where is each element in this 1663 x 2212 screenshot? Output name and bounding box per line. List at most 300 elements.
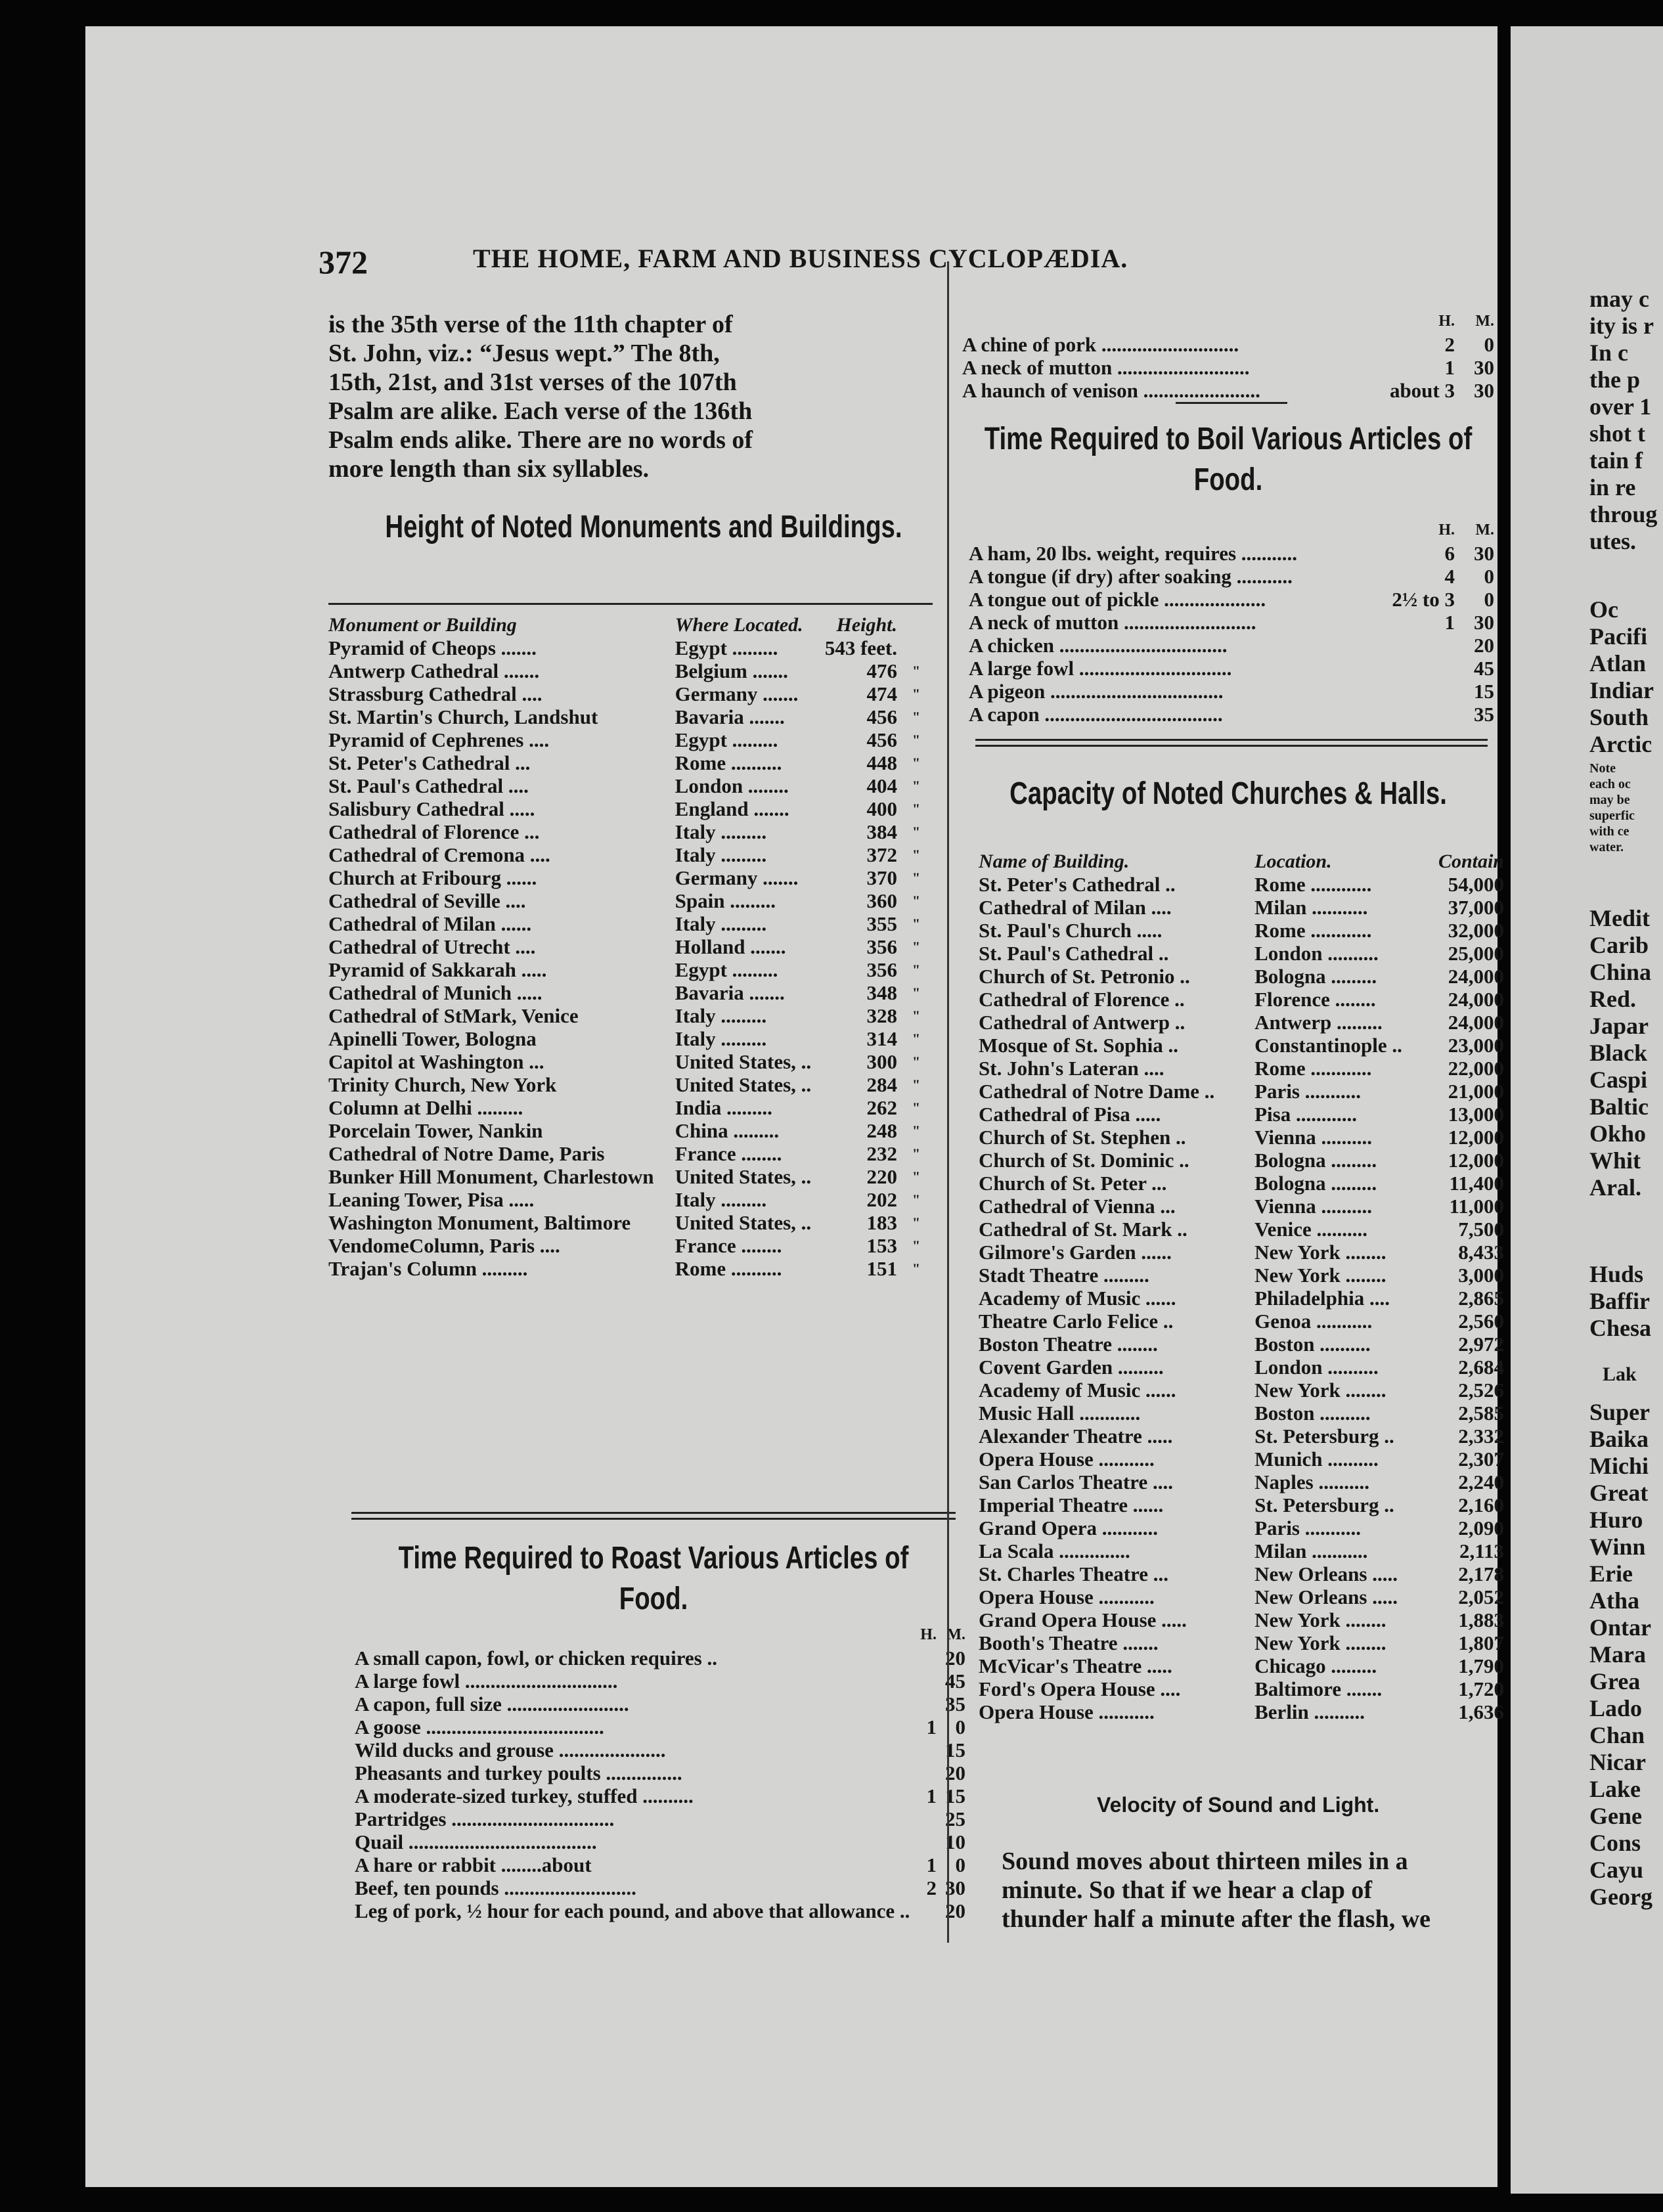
minutes-value: 20 (945, 1899, 965, 1922)
building-location: Vienna .......... (1254, 1195, 1372, 1218)
table-row (962, 333, 1494, 356)
building-name: St. Paul's Cathedral .. (979, 942, 1169, 965)
hours-value (910, 1647, 937, 1670)
table-row (979, 1034, 1504, 1057)
table-row (328, 751, 926, 774)
monument-name: VendomeColumn, Paris .... (328, 1234, 560, 1257)
velocity-line: thunder half a minute after the flash, we (1002, 1905, 1431, 1933)
building-capacity: 32,000 (1448, 919, 1504, 942)
monument-height: 372 (866, 843, 897, 866)
building-capacity: 3,000 (1458, 1264, 1504, 1287)
ditto-mark: " (912, 847, 921, 863)
lake-fragment: Cons (1589, 1830, 1641, 1856)
seas-list (1589, 905, 1651, 1201)
monument-height: 153 (866, 1234, 897, 1257)
monument-location: China ......... (675, 1119, 780, 1142)
building-name: McVicar's Theatre ..... (979, 1654, 1172, 1677)
minutes-value: 30 (1474, 542, 1494, 565)
table-row (328, 889, 926, 912)
building-name: St. Paul's Church ..... (979, 919, 1163, 942)
lake-fragment: Erie (1589, 1560, 1633, 1587)
fragment-line: in re (1589, 474, 1636, 500)
building-location: St. Petersburg .. (1254, 1493, 1394, 1516)
ditto-mark: " (912, 801, 921, 817)
building-location: Paris ........... (1254, 1516, 1361, 1539)
building-capacity: 2,585 (1458, 1402, 1504, 1425)
monument-height: 384 (866, 820, 897, 843)
building-name: Grand Opera ........... (979, 1516, 1158, 1539)
next-page-fragment (1511, 26, 1663, 2194)
intro-line: is the 35th verse of the 11th chapter of (328, 311, 733, 338)
minutes-value: 30 (1474, 356, 1494, 379)
hours-value: 1 (926, 1853, 937, 1876)
table-row (328, 1050, 926, 1073)
table-row (355, 1899, 965, 1922)
boil-item: A chicken ................................. (969, 634, 1228, 657)
monument-name: Pyramid of Cheops ....... (328, 636, 537, 659)
intro-line: 15th, 21st, and 31st verses of the 107th (328, 368, 737, 396)
sea-fragment: Caspi (1589, 1067, 1648, 1093)
divider (328, 603, 933, 605)
building-capacity: 23,000 (1448, 1034, 1504, 1057)
building-capacity: 2,160 (1458, 1493, 1504, 1516)
table-row (328, 1188, 926, 1211)
building-location: Naples .......... (1254, 1471, 1369, 1493)
building-capacity: 11,000 (1449, 1195, 1504, 1218)
table-row (328, 820, 926, 843)
lake-fragment: Chan (1589, 1722, 1645, 1748)
monument-name: Strassburg Cathedral .... (328, 682, 543, 705)
building-location: Rome ............ (1254, 1057, 1372, 1080)
ditto-mark: " (912, 686, 921, 702)
table-row (328, 843, 926, 866)
monument-location: Egypt ......... (675, 958, 778, 981)
hours-value (910, 1738, 937, 1761)
lake-fragment: Ontar (1589, 1614, 1651, 1641)
building-capacity: 13,000 (1448, 1103, 1504, 1126)
monument-name: Church at Fribourg ...... (328, 866, 537, 889)
ditto-mark: " (912, 1122, 921, 1139)
velocity-line: Sound moves about thirteen miles in a (1002, 1847, 1408, 1875)
column-header: Height. (836, 614, 897, 636)
hours-value (1392, 634, 1455, 657)
building-name: Gilmore's Garden ...... (979, 1241, 1172, 1264)
building-location: New Orleans ..... (1254, 1562, 1398, 1585)
monument-height: 476 (866, 659, 897, 682)
sea-fragment: Medit (1589, 905, 1650, 931)
minutes-header: M. (946, 1626, 965, 1643)
building-name: Cathedral of Vienna ... (979, 1195, 1176, 1218)
building-name: Ford's Opera House .... (979, 1677, 1181, 1700)
table-row (979, 1287, 1504, 1310)
building-capacity: 24,000 (1448, 965, 1504, 988)
monument-name: Column at Delhi ......... (328, 1096, 523, 1119)
building-name: Alexander Theatre ..... (979, 1425, 1173, 1448)
table-row (355, 1784, 965, 1807)
monument-location: Bavaria ....... (675, 981, 785, 1004)
building-name: Church of St. Petronio .. (979, 965, 1190, 988)
building-location: Milan ........... (1254, 1539, 1368, 1562)
monument-height: 183 (866, 1211, 897, 1234)
lakes-list (1589, 1399, 1652, 1911)
building-capacity: 22,000 (1448, 1057, 1504, 1080)
building-name: Theatre Carlo Felice .. (979, 1310, 1174, 1333)
table-row (328, 659, 926, 682)
dish-item: A chine of pork ........................... (962, 333, 1239, 356)
monument-height: 360 (866, 889, 897, 912)
ditto-mark (897, 636, 926, 659)
table-row (979, 1126, 1504, 1149)
table-row (969, 611, 1494, 634)
monument-location: United States, .. (675, 1211, 812, 1234)
table-row (328, 1165, 926, 1188)
lake-fragment: Winn (1589, 1534, 1646, 1560)
table-row (355, 1761, 965, 1784)
monument-location: Rome .......... (675, 751, 782, 774)
note-line: with ce (1589, 824, 1630, 839)
sea-fragment: Okho (1589, 1120, 1647, 1147)
ocean-fragment: Arctic (1589, 731, 1652, 757)
minutes-value: 30 (945, 1876, 965, 1899)
monument-name: Antwerp Cathedral ....... (328, 659, 540, 682)
boil-item: A pigeon .................................. (969, 680, 1224, 703)
roast-item: Wild ducks and grouse ..................... (355, 1738, 666, 1761)
monument-location: Holland ....... (675, 935, 786, 958)
hours-header: H. (1438, 313, 1455, 330)
table-row (979, 1471, 1504, 1493)
monument-name: Cathedral of Cremona .... (328, 843, 550, 866)
churches-title: Capacity of Noted Churches & Halls. (1009, 776, 1447, 811)
building-name: Academy of Music ...... (979, 1287, 1176, 1310)
fragment-line: tain f (1589, 447, 1643, 474)
monument-location: Italy ......... (675, 1004, 767, 1027)
monument-height: 370 (866, 866, 897, 889)
building-capacity: 2,113 (1459, 1539, 1504, 1562)
building-capacity: 2,332 (1458, 1425, 1504, 1448)
building-location: Munich .......... (1254, 1448, 1379, 1471)
minutes-value: 0 (955, 1715, 965, 1738)
monument-location: Germany ....... (675, 866, 799, 889)
table-row (355, 1670, 965, 1692)
hours-value: 1 (1444, 356, 1455, 379)
table-row (969, 680, 1494, 703)
hours-value: 1 (1444, 611, 1455, 634)
boil-item: A tongue out of pickle .................... (969, 588, 1266, 611)
table-row (979, 1677, 1504, 1700)
monument-height: 328 (866, 1004, 897, 1027)
building-name: Cathedral of Pisa ..... (979, 1103, 1161, 1126)
ditto-mark: " (912, 1191, 921, 1208)
lake-fragment: Baika (1589, 1426, 1649, 1452)
minutes-value: 0 (1484, 333, 1494, 356)
table-row (979, 1310, 1504, 1333)
ditto-mark: " (912, 1237, 921, 1254)
roast-item: A capon, full size ........................ (355, 1692, 629, 1715)
table-row (979, 1379, 1504, 1402)
building-name: St. John's Lateran .... (979, 1057, 1164, 1080)
building-location: Boston .......... (1254, 1402, 1371, 1425)
note-line: may be (1589, 793, 1630, 807)
monument-location: United States, .. (675, 1050, 812, 1073)
table-header-row (979, 851, 1504, 873)
building-location: Chicago ......... (1254, 1654, 1377, 1677)
table-row (969, 634, 1494, 657)
building-location: New York ........ (1254, 1631, 1386, 1654)
roast-item: Beef, ten pounds .......................... (355, 1876, 636, 1899)
boil-item: A capon ................................... (969, 703, 1223, 726)
roast-table (355, 1624, 965, 1922)
building-location: Bologna ......... (1254, 1172, 1377, 1195)
minutes-value: 15 (945, 1784, 965, 1807)
building-capacity: 12,000 (1448, 1149, 1504, 1172)
table-row (355, 1853, 965, 1876)
hours-header: H. (920, 1626, 937, 1643)
fragment-line: In c (1589, 340, 1629, 366)
monument-height: 356 (866, 958, 897, 981)
minutes-value: 15 (1474, 680, 1494, 703)
minutes-value: 10 (945, 1830, 965, 1853)
monument-name: Apinelli Tower, Bologna (328, 1027, 537, 1050)
hours-value (910, 1692, 937, 1715)
monument-height: 262 (866, 1096, 897, 1119)
table-row (969, 542, 1494, 565)
roast-item: A large fowl .............................. (355, 1670, 618, 1692)
table-row (979, 942, 1504, 965)
fragment-line: utes. (1589, 528, 1636, 554)
building-capacity: 1,790 (1458, 1654, 1504, 1677)
building-capacity: 25,000 (1448, 942, 1504, 965)
table-row (328, 912, 926, 935)
table-row (962, 356, 1494, 379)
roast-item: A moderate-sized turkey, stuffed .......... (355, 1784, 694, 1807)
minutes-value: 35 (1474, 703, 1494, 726)
table-row (979, 1195, 1504, 1218)
ditto-mark: " (912, 1007, 921, 1024)
column-header: Name of Building. (979, 851, 1130, 872)
building-capacity: 8,433 (1458, 1241, 1504, 1264)
lake-fragment: Georg (1589, 1884, 1652, 1910)
building-capacity: 11,400 (1449, 1172, 1504, 1195)
monument-name: Porcelain Tower, Nankin (328, 1119, 543, 1142)
monument-name: Cathedral of Notre Dame, Paris (328, 1142, 605, 1165)
monument-location: India ......... (675, 1096, 772, 1119)
table-row (355, 1738, 965, 1761)
building-name: St. Charles Theatre ... (979, 1562, 1169, 1585)
double-rule (975, 739, 1488, 747)
table-row (328, 1096, 926, 1119)
building-name: Cathedral of Milan .... (979, 896, 1172, 919)
ocean-fragment: South (1589, 704, 1649, 730)
building-capacity: 1,636 (1458, 1700, 1504, 1723)
hours-value: about 3 (1389, 379, 1455, 402)
hours-value: 2 (1444, 333, 1455, 356)
table-row (969, 565, 1494, 588)
intro-line: Psalm ends alike. There are no words of (328, 426, 753, 454)
roast-item: Quail ..................................... (355, 1830, 597, 1853)
page-number: 372 (319, 244, 368, 280)
table-row (979, 1172, 1504, 1195)
lake-fragment: Gene (1589, 1803, 1642, 1829)
building-capacity: 54,000 (1448, 873, 1504, 896)
lake-fragment: Michi (1589, 1453, 1649, 1479)
running-title: THE HOME, FARM AND BUSINESS CYCLOPÆDIA. (473, 244, 1128, 273)
table-row (355, 1715, 965, 1738)
table-row (979, 1103, 1504, 1126)
building-location: New Orleans ..... (1254, 1585, 1398, 1608)
ditto-mark: " (912, 984, 921, 1001)
boil-title: Time Required to Boil Various Articles of Food. (984, 422, 1473, 497)
hours-value (1392, 680, 1455, 703)
note-line: superfic (1589, 808, 1635, 823)
boil-item: A ham, 20 lbs. weight, requires ........... (969, 542, 1298, 565)
monument-name: Cathedral of StMark, Venice (328, 1004, 579, 1027)
hours-value (910, 1807, 937, 1830)
minutes-value: 30 (1474, 379, 1494, 402)
building-capacity: 1,720 (1458, 1677, 1504, 1700)
building-capacity: 2,865 (1458, 1287, 1504, 1310)
monument-location: Egypt ......... (675, 636, 778, 659)
table-row (328, 682, 926, 705)
lakes-heading: Lak (1603, 1363, 1637, 1385)
table-row (979, 919, 1504, 942)
table-row (328, 705, 926, 728)
table-row (328, 1027, 926, 1050)
table-row (355, 1807, 965, 1830)
monument-location: Italy ......... (675, 843, 767, 866)
hours-value (1392, 703, 1455, 726)
building-location: Milan ........... (1254, 896, 1368, 919)
monument-location: Belgium ....... (675, 659, 788, 682)
sea-fragment: Aral. (1589, 1174, 1641, 1201)
building-name: Church of St. Stephen .. (979, 1126, 1186, 1149)
column-header (897, 614, 926, 636)
lake-fragment: Lado (1589, 1695, 1643, 1721)
monument-name: St. Paul's Cathedral .... (328, 774, 529, 797)
lake-fragment: Cayu (1589, 1857, 1644, 1883)
building-location: New York ........ (1254, 1608, 1386, 1631)
monument-name: Salisbury Cathedral ..... (328, 797, 535, 820)
ditto-mark: " (912, 755, 921, 771)
dish-item: A haunch of venison ....................... (962, 379, 1260, 402)
churches-table (979, 851, 1504, 1723)
building-name: Cathedral of St. Mark .. (979, 1218, 1187, 1241)
ditto-mark: " (912, 893, 921, 909)
hm-header-row (962, 310, 1494, 333)
building-location: Vienna .......... (1254, 1126, 1372, 1149)
bays-list (1589, 1261, 1651, 1342)
lake-fragment: Atha (1589, 1587, 1640, 1614)
monument-location: London ........ (675, 774, 789, 797)
building-name: Imperial Theatre ...... (979, 1493, 1164, 1516)
building-location: New York ........ (1254, 1379, 1386, 1402)
monument-name: Cathedral of Florence ... (328, 820, 540, 843)
building-capacity: 2,178 (1458, 1562, 1504, 1585)
table-row (979, 1516, 1504, 1539)
monument-height: 355 (866, 912, 897, 935)
ditto-mark: " (912, 870, 921, 886)
hours-value (910, 1899, 937, 1922)
monument-location: Spain ......... (675, 889, 776, 912)
building-location: Rome ............ (1254, 919, 1372, 942)
building-name: Academy of Music ...... (979, 1379, 1176, 1402)
monument-location: Rome .......... (675, 1257, 782, 1280)
hm-spacer (969, 519, 1392, 542)
table-row (328, 981, 926, 1004)
monument-height: 404 (866, 774, 897, 797)
monument-height: 448 (866, 751, 897, 774)
building-capacity: 12,000 (1448, 1126, 1504, 1149)
table-row (328, 774, 926, 797)
short-rule (1176, 402, 1287, 404)
table-row (979, 1608, 1504, 1631)
minutes-value: 35 (945, 1692, 965, 1715)
monuments-table (328, 614, 926, 1280)
table-row (979, 1700, 1504, 1723)
column-header: Contain (1438, 851, 1504, 872)
velocity-line: minute. So that if we hear a clap of (1002, 1876, 1372, 1904)
roast-item: A hare or rabbit ........about (355, 1853, 592, 1876)
hm-header-row (355, 1624, 965, 1647)
building-capacity: 2,972 (1458, 1333, 1504, 1356)
building-name: Cathedral of Notre Dame .. (979, 1080, 1215, 1103)
building-location: Antwerp ......... (1254, 1011, 1383, 1034)
monument-height: 220 (866, 1165, 897, 1188)
table-row (979, 965, 1504, 988)
monument-name: Trajan's Column ......... (328, 1257, 528, 1280)
table-row (328, 935, 926, 958)
hours-value: 1 (926, 1715, 937, 1738)
intro-line: more length than six syllables. (328, 455, 650, 483)
table-header-row (328, 614, 926, 636)
hours-value: 2 (926, 1876, 937, 1899)
monument-height: 151 (866, 1257, 897, 1280)
fragment-line: ity is r (1589, 313, 1654, 339)
building-capacity: 24,000 (1448, 1011, 1504, 1034)
table-row (328, 1119, 926, 1142)
table-row (979, 1264, 1504, 1287)
ditto-mark: " (912, 663, 921, 679)
ditto-mark: " (912, 1168, 921, 1185)
velocity-paragraph (1002, 1847, 1527, 1934)
table-row (969, 588, 1494, 611)
hours-value: 1 (926, 1784, 937, 1807)
double-rule (351, 1512, 956, 1520)
building-capacity: 2,307 (1458, 1448, 1504, 1471)
lake-fragment: Lake (1589, 1776, 1641, 1802)
hours-header: H. (1438, 521, 1455, 539)
top-right-table (962, 310, 1494, 402)
monument-height: 456 (866, 705, 897, 728)
building-location: Philadelphia .... (1254, 1287, 1390, 1310)
ditto-mark: " (912, 1145, 921, 1162)
table-row (979, 1218, 1504, 1241)
note-fragment (1589, 761, 1635, 855)
table-row (328, 1073, 926, 1096)
building-location: St. Petersburg .. (1254, 1425, 1394, 1448)
table-row (355, 1692, 965, 1715)
minutes-value: 20 (945, 1761, 965, 1784)
bay-fragment: Huds (1589, 1261, 1644, 1287)
table-row (979, 1241, 1504, 1264)
building-capacity: 2,560 (1458, 1310, 1504, 1333)
minutes-value: 25 (945, 1807, 965, 1830)
building-location: Venice .......... (1254, 1218, 1368, 1241)
ditto-mark: " (912, 1260, 921, 1277)
hours-value: 6 (1444, 542, 1455, 565)
monument-height: 284 (866, 1073, 897, 1096)
hours-value (910, 1670, 937, 1692)
building-name: Opera House ........... (979, 1700, 1155, 1723)
